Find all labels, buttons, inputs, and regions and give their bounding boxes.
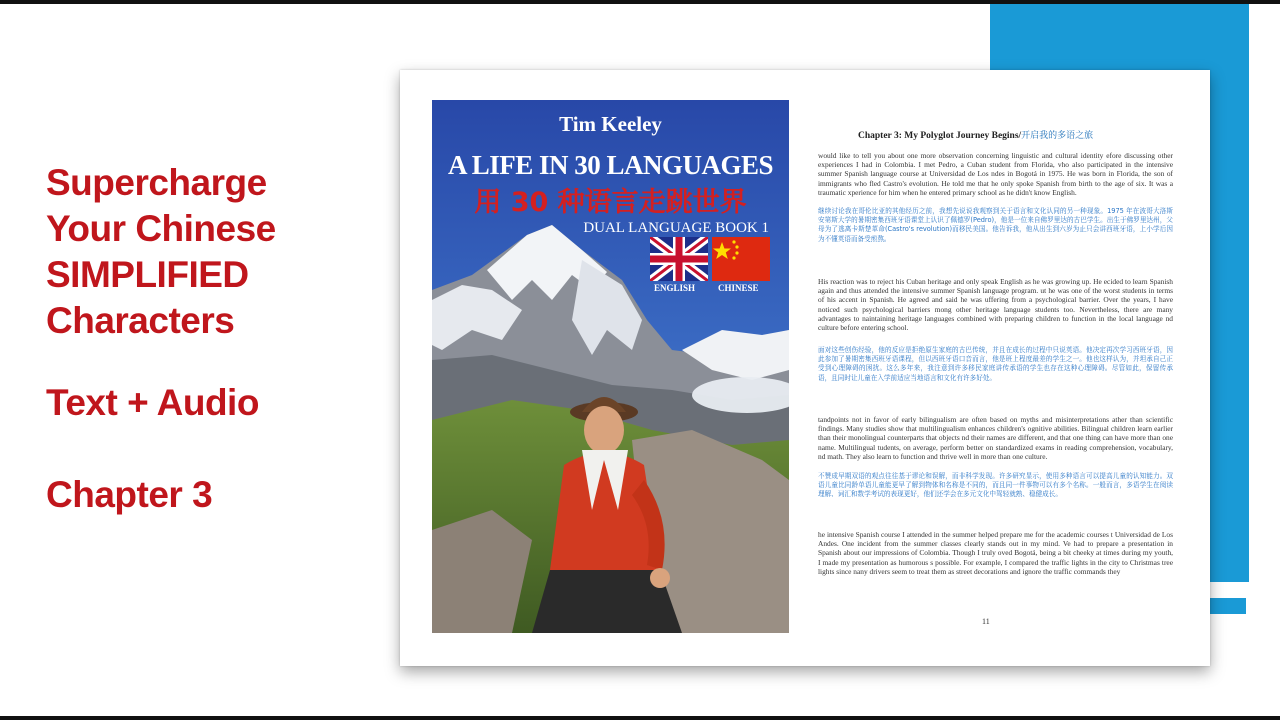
paragraph-cn-1: 继续讨论我在哥伦比亚的其他经历之前，我想先说说我观察到关于语言和文化认同的另一种现象。1975 年在波哥大洛斯安第斯大学的暑期密集西班牙语课堂上认识了佩德罗(Pedro)，他是一位来自佛罗里达的古巴学生。出生于佛罗里达州，父母为了逃离卡斯楚革命(Castro's revolution)而移民美国。他告诉我，他从出生到六岁为止只会讲西班牙语，上小学后因为不懂英语而备受煎熬。: [818, 207, 1173, 243]
chapter-heading: [858, 128, 1185, 141]
bottom-border: [0, 716, 1280, 720]
blue-accent-strip: [1210, 598, 1246, 614]
book-page: [810, 100, 1185, 630]
title-line-1: Supercharge: [46, 162, 267, 203]
paragraph-cn-3: 不赞成早期双语的观点往往基于谬论和误解，而非科学发现。许多研究显示，使用多种语言可以提高儿童的认知能力。双语儿童比同龄单语儿童能更早了解到物体和名称是不同的，而且同一件事物可以有多个名称。一般而言，多语学生在阅读理解、词汇和数学考试的表现更好，他们还学会在多元文化中驾轻就熟、稳健成长。: [818, 472, 1173, 499]
book-spread: [400, 70, 1210, 666]
page-number: 11: [982, 617, 990, 626]
cover-author: Tim Keeley: [559, 112, 662, 136]
paragraph-en-2: His reaction was to reject his Cuban heritage and only speak English as he was growing up. He ecided to learn Spanish again and thus attended the intensive summer Spanish language program. ut he was one of the worst students in terms of his accent in Spanish. He agreed and said he was uffering from a psychological barrier. Over the years, I have noticed such psychological barriers mong other heritage language students too. Nevertheless, there are many advantages to naintaining heritage languages combined with preparing children to function in the local language nd culture before entering school.: [818, 277, 1173, 333]
slide-title: [46, 160, 276, 344]
paragraph-en-4: he intensive Spanish course I attended in the summer helped prepare me for the academic courses t Universidad de Los Andes. One incident from the summer classes clearly stands out in my mind. Ve had to prepare a presentation in Spanish about our impressions of Colombia. Though I truly oved Bogotá, being a bit cheeky at times during my youth, I made my presentation as humorous s possible. For example, I compared the traffic lights in the city to Christmas tree lights since nany drivers seem to treat them as street decorations and ignore the traffic commands they: [818, 530, 1173, 576]
cover-title: A LIFE IN 30 LANGUAGES: [447, 150, 774, 180]
flag-english-label: ENGLISH: [654, 283, 696, 293]
paragraph-en-3: tandpoints not in favor of early bilingualism are often based on myths and misinterpretations ather than scientific findings. Many studies show that multilingualism enhances children's ognitive abilities. Bilingual children learn earlier than their monolingual counterparts that objects nd their names are different, and that one thing can have more than one name. Multilingual tudents, on average, perform better on standardized exams in reading comprehension, vocabulary, nd math. They also learn to function and thrive well in more than one culture.: [818, 415, 1173, 461]
china-flag-icon: [712, 237, 770, 281]
flag-chinese-label: CHINESE: [718, 283, 759, 293]
paragraph-en-1: would like to tell you about one more observation concerning linguistic and cultural identity efore discussing other experiences I had in Colombia. I met Pedro, a Cuban student from Florida, vho also participated in the intensive summer Spanish language course at Universidad de Los ndes in Bogotá in 1975. He was born in Florida, the son of immigrants who fled Castro's evolution. He told me that he only spoke Spanish from birth to the age of six. It was a traumatic xperience for him when he entered primary school as he didn't know English.: [818, 151, 1173, 197]
chapter-heading-en: Chapter 3: My Polyglot Journey Begins/: [858, 131, 1022, 141]
book-cover: [432, 100, 789, 633]
slide-chapter: Chapter 3: [46, 474, 213, 515]
slide-subtitle: Text + Audio: [46, 382, 259, 423]
chapter-heading-cn: 开启我的多语之旅: [1021, 131, 1094, 141]
cover-title-chinese: 用 30 种语言走跳世界: [474, 187, 747, 218]
title-line-2: Your Chinese: [46, 208, 276, 249]
cover-series: DUAL LANGUAGE BOOK 1: [583, 220, 769, 236]
title-line-4: Characters: [46, 300, 235, 341]
title-line-3: SIMPLIFIED: [46, 254, 249, 295]
uk-flag-icon: [650, 237, 708, 281]
paragraph-cn-2: 面对这些创伤经验，他的反应是拒绝原生家庭的古巴传统，并且在成长的过程中只说英语。他决定再次学习西班牙语，因此参加了暑期密集西班牙语课程，但以西班牙语口音而言，他是班上程度最差的学生之一。他也这样认为，并坦承自己正受到心理障碍的困扰。这么多年来，我注意到许多移民家庭讲传承语的学生也存在这种心理障碍。尽管如此，保留传承语，且同时让儿童在入学前适应当地语言和文化有许多好处。: [818, 346, 1173, 382]
